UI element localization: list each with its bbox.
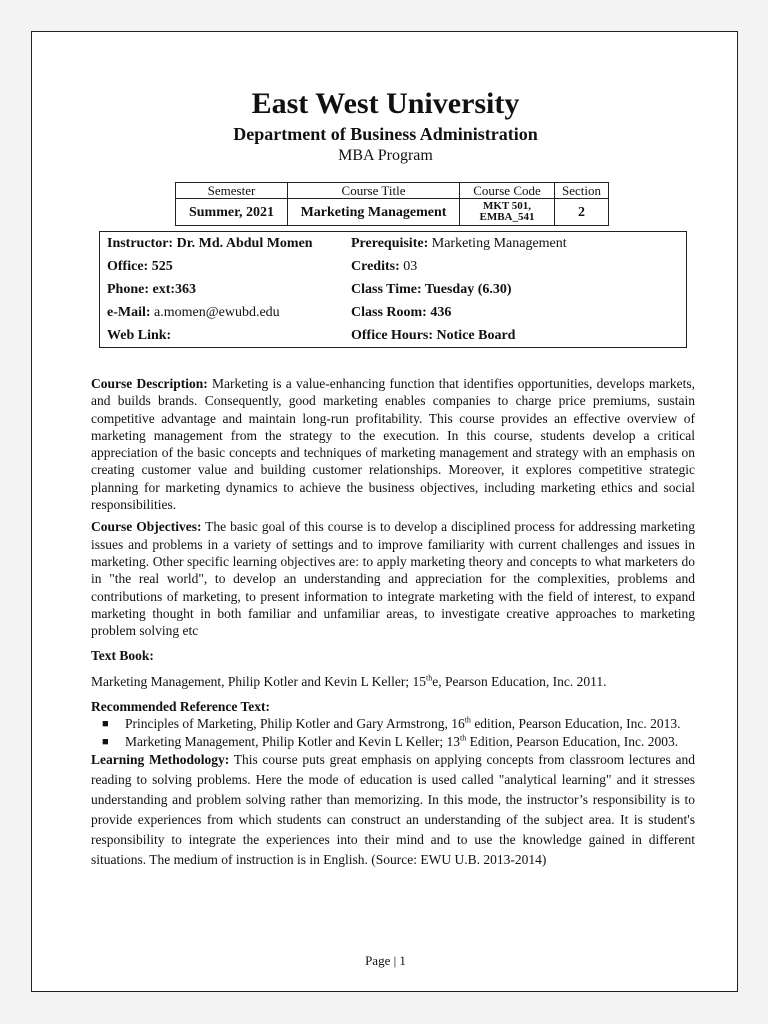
instructor-field: Instructor: Dr. Md. Abdul Momen — [107, 236, 313, 251]
prerequisite-value: Marketing Management — [428, 236, 567, 251]
reference-sup: th — [460, 733, 467, 743]
learning-methodology-heading: Learning Methodology: — [91, 751, 230, 767]
prerequisite-field — [351, 232, 567, 255]
course-description-paragraph — [91, 375, 695, 513]
header-course-title: Course Title — [288, 183, 460, 199]
program-heading: MBA Program — [338, 147, 433, 164]
course-description-text: Marketing is a value-enhancing function that identifies opportunities, develops markets, and builds brands. Consequently, good marketing enables companies to charge price premiums, sustain competitive advantage and maintain long-run profitability. This course provides an effective overview of marketing management from the strategy to the execution. In this course, students develop a critical appreciation of the basic concepts and techniques of marketing management and strategy with an emphasis on creating customer value and building customer relationships. Moreover, it explores competitive strategic planning for marketing dynamics to achieve the business objectives, including marketing ethics and social responsibilities. — [91, 376, 696, 513]
semester-value: Summer, 2021 — [176, 199, 288, 226]
syllabus-content — [91, 375, 695, 875]
reference-text-after: Edition, Pearson Education, Inc. 2003. — [466, 733, 679, 749]
course-table-header-row — [176, 183, 609, 199]
email-field — [107, 301, 280, 324]
header-section: Section — [555, 183, 609, 199]
info-row — [100, 324, 686, 347]
learning-methodology-paragraph — [91, 750, 695, 870]
reference-text-after: edition, Pearson Education, Inc. 2013. — [470, 716, 681, 732]
course-code-line1: MKT 501, — [482, 200, 532, 212]
bullet-icon: ■ — [102, 735, 109, 748]
text-book-sup: th — [426, 673, 433, 683]
course-objectives-paragraph — [91, 518, 695, 639]
prerequisite-label: Prerequisite: — [351, 236, 429, 251]
text-book-entry — [91, 673, 695, 690]
reference-sup: th — [464, 715, 471, 725]
header-semester: Semester — [176, 183, 288, 199]
university-title: East West University — [251, 87, 520, 120]
text-book-heading: Text Book: — [91, 648, 154, 664]
credits-value: 03 — [399, 259, 418, 274]
credits-label: Credits: — [351, 259, 400, 274]
course-code-line2: EMBA_541 — [479, 211, 535, 223]
course-table — [175, 182, 609, 226]
class-room-field: Class Room: 436 — [351, 305, 452, 320]
section-value: 2 — [555, 199, 609, 226]
class-time-field: Class Time: Tuesday (6.30) — [351, 282, 512, 297]
office-hours-field: Office Hours: Notice Board — [351, 328, 516, 343]
learning-methodology-text: This course puts great emphasis on applying concepts from classroom lectures and reading to solving problems. Here the mode of education is used called "analytical learning" and it stresses understanding and problem solving rather than memorizing. In this mode, the instructor’s responsibility is to provide experiences from which students can construct an understanding of the subject area. It is student's responsibility to integrate the experiences into their mind and to use the knowledge gained in different situations. The medium of instruction is in English. (Source: EWU U.B. 2013-2014) — [91, 751, 695, 867]
bullet-icon: ■ — [102, 718, 109, 731]
phone-field: Phone: ext:363 — [107, 282, 197, 297]
course-objectives-heading: Course Objectives: — [91, 519, 202, 535]
page-number: Page | 1 — [365, 953, 406, 968]
reference-list — [91, 715, 695, 750]
info-row — [100, 255, 686, 278]
email-value[interactable]: a.momen@ewubd.edu — [150, 305, 280, 320]
course-table-value-row — [176, 199, 609, 226]
info-row — [100, 301, 686, 324]
course-objectives-text: The basic goal of this course is to develop a disciplined process for addressing marketing issues and problems in a variety of settings and to improve familiarity with current challenges and issues in marketing. Other specific learning objectives are: to apply marketing theory and concepts to what marketers do in "the real world", to develop an understanding and appreciation for the complexities, problems and contributions of marketing, to present information to integrate marketing with the field of interest, to expand marketing thought in both familiar and unfamiliar areas, to investigate creative approaches to marketing problem solving etc — [91, 519, 695, 639]
course-title-value: Marketing Management — [288, 199, 460, 226]
course-info-box — [99, 231, 687, 348]
reference-item — [91, 733, 695, 750]
reference-item — [91, 715, 695, 732]
web-link-field: Web Link: — [107, 328, 172, 343]
header-course-code: Course Code — [460, 183, 555, 199]
department-heading: Department of Business Administration — [233, 124, 538, 144]
text-book-text-after: e, Pearson Education, Inc. 2011. — [432, 673, 607, 689]
course-description-heading: Course Description: — [91, 376, 208, 391]
reference-heading: Recommended Reference Text: — [91, 699, 270, 715]
office-field: Office: 525 — [107, 259, 173, 274]
reference-text: Principles of Marketing, Philip Kotler and Gary Armstrong, 16 — [125, 716, 465, 732]
credits-field — [351, 255, 417, 278]
reference-text: Marketing Management, Philip Kotler and Kevin L Keller; 13 — [125, 733, 461, 749]
course-code-value — [460, 199, 555, 226]
text-book-text: Marketing Management, Philip Kotler and Kevin L Keller; 15 — [91, 673, 427, 689]
document-page — [31, 31, 738, 992]
info-row — [100, 232, 686, 255]
email-label: e-Mail: — [107, 305, 151, 320]
info-row — [100, 278, 686, 301]
